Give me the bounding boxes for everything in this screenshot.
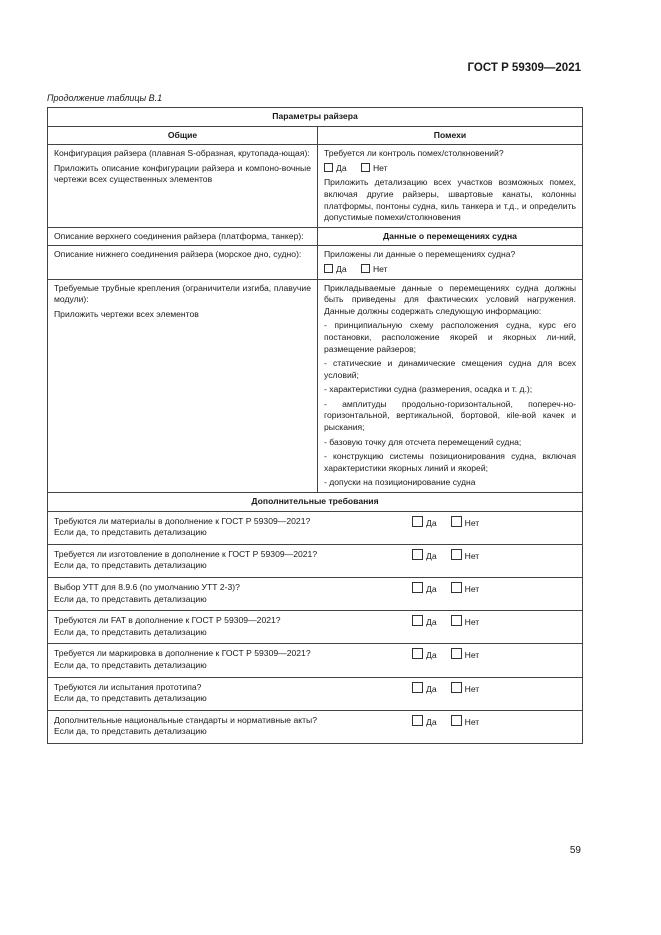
- table-row: [48, 246, 583, 279]
- detail-text: Если да, то представить детализацию: [54, 693, 207, 704]
- yes-no-options: [412, 648, 479, 662]
- yes-label: Да: [336, 162, 347, 173]
- table-row: [48, 544, 583, 577]
- yes-checkbox[interactable]: [412, 682, 423, 693]
- yes-checkbox[interactable]: [324, 264, 333, 273]
- table-row: [48, 227, 583, 246]
- list-item: - принципиальную схему расположения судна, курс его постановки, расположение якорей и якорных ли-ний, размещение райзеров;: [324, 320, 577, 354]
- left-cell: [48, 227, 318, 246]
- additional-row: [48, 677, 583, 710]
- yes-checkbox[interactable]: [412, 615, 423, 626]
- yes-no-options: [324, 163, 576, 175]
- question-text: Дополнительные национальные стандарты и нормативные акты?: [54, 714, 318, 725]
- additional-row: [48, 611, 583, 644]
- additional-row: [48, 578, 583, 611]
- question-text: Требуется ли изготовление в дополнение к ГОСТ Р 59309—2021?: [54, 548, 318, 559]
- right-cell: [318, 279, 583, 493]
- cell-text: Описание нижнего соединения райзера (морское дно, судно):: [54, 249, 302, 260]
- table-caption: Продолжение таблицы В.1: [47, 93, 163, 103]
- table-row: [48, 644, 583, 677]
- right-cell: [318, 246, 583, 279]
- cell-text: Конфигурация райзера (плавная S-образная, крутопада-ющая):: [54, 148, 310, 159]
- table-row: [48, 145, 583, 228]
- additional-row: [48, 544, 583, 577]
- column-header-row: [48, 126, 583, 145]
- page-number: 59: [569, 845, 581, 856]
- list-item: - статические и динамические смещения судна для всех условий;: [324, 358, 577, 380]
- riser-parameters-table: [47, 107, 583, 744]
- detail-text: Если да, то представить детализацию: [54, 659, 207, 670]
- yes-label: Да: [426, 550, 437, 561]
- yes-checkbox[interactable]: [412, 549, 423, 560]
- additional-title-row: [48, 493, 583, 512]
- intro-text: Прикладываемые данные о перемещениях судна должны быть приведены для фактических условий нагружения. Данные должны содержать следующую информацию:: [324, 282, 577, 316]
- question-text: Требуются ли испытания прототипа?: [54, 681, 202, 692]
- question-text: Выбор УТТ для 8.9.6 (по умолчанию УТТ 2-3)?: [54, 582, 240, 592]
- yes-checkbox[interactable]: [412, 648, 423, 659]
- left-cell: [48, 145, 318, 228]
- yes-label: Да: [426, 650, 437, 661]
- yes-label: Да: [426, 584, 437, 594]
- question-text: Требуются ли FAT в дополнение к ГОСТ Р 59309—2021?: [54, 615, 281, 626]
- no-checkbox[interactable]: [451, 549, 462, 560]
- yes-checkbox[interactable]: [412, 715, 423, 726]
- col-header-general: Общие: [48, 126, 318, 145]
- table-row: [48, 677, 583, 710]
- table-title: Параметры райзера: [48, 108, 583, 127]
- yes-no-options: [412, 682, 479, 696]
- no-checkbox[interactable]: [451, 615, 462, 626]
- additional-row: [48, 644, 583, 677]
- list-item: - характеристики судна (размерения, осадка и т. д.);: [324, 384, 533, 395]
- no-label: Нет: [464, 716, 480, 727]
- list-item: - конструкцию системы позиционирования судна, включая характеристики якорных линий и якорей;: [324, 451, 577, 473]
- additional-row: [48, 511, 583, 544]
- question-text: Требуются ли материалы в дополнение к ГОСТ Р 59309—2021?: [54, 515, 311, 526]
- cell-text: Требуемые трубные крепления (ограничители изгиба, плавучие модули):: [54, 282, 311, 305]
- cell-text: Приложить описание конфигурации райзера и компоно-вочные чертежи всех существенных элементов: [54, 162, 311, 185]
- no-label: Нет: [464, 683, 480, 694]
- yes-no-options: [412, 516, 479, 530]
- document-standard-header: ГОСТ Р 59309—2021: [467, 62, 581, 74]
- no-label: Нет: [464, 550, 480, 561]
- question-text: Приложены ли данные о перемещениях судна?: [324, 249, 516, 260]
- yes-no-options: [324, 264, 576, 276]
- yes-label: Да: [426, 716, 437, 727]
- detail-text: Если да, то представить детализацию: [54, 626, 207, 637]
- yes-checkbox[interactable]: [324, 163, 333, 172]
- no-checkbox[interactable]: [361, 264, 370, 273]
- table-row: [48, 611, 583, 644]
- additional-requirements-title: Дополнительные требования: [48, 493, 583, 512]
- cell-text: Приложить чертежи всех элементов: [54, 308, 199, 319]
- note-text: Приложить детализацию всех участков возможных помех, включая другие райзеры, швартовые канаты, колонны платформы, понтоны судна, киль танкера и т.д., и определить допустимые помехи/столкновения: [324, 177, 577, 223]
- yes-label: Да: [426, 617, 437, 628]
- no-checkbox[interactable]: [451, 648, 462, 659]
- yes-no-options: [412, 615, 479, 629]
- no-checkbox[interactable]: [451, 715, 462, 726]
- left-cell: [48, 279, 318, 493]
- vessel-motion-heading: Данные о перемещениях судна: [318, 227, 583, 246]
- table-title-row: [48, 108, 583, 127]
- list-item: - допуски на позиционирование судна: [324, 477, 476, 488]
- detail-text: Если да, то представить детализацию: [54, 527, 207, 538]
- additional-row: [48, 710, 583, 743]
- table-row: [48, 578, 583, 611]
- yes-checkbox[interactable]: [412, 582, 423, 593]
- no-checkbox[interactable]: [361, 163, 370, 172]
- right-cell: [318, 145, 583, 228]
- yes-no-options: [412, 549, 479, 563]
- no-label: Нет: [372, 263, 388, 274]
- cell-text: Описание верхнего соединения райзера (платформа, танкер):: [54, 230, 304, 241]
- question-text: Требуется ли контроль помех/столкновений?: [324, 148, 504, 159]
- question-text: Требуется ли маркировка в дополнение к ГОСТ Р 59309—2021?: [54, 648, 311, 659]
- yes-checkbox[interactable]: [412, 516, 423, 527]
- list-item: - амплитуды продольно-горизонтальной, попереч-но-горизонтальной, вертикальной, бортовой, кile-вой качек и рыскания;: [324, 398, 577, 433]
- no-checkbox[interactable]: [451, 582, 462, 593]
- table-row: [48, 511, 583, 544]
- table-row: [48, 710, 583, 743]
- yes-no-options: [412, 715, 479, 729]
- left-cell: [48, 246, 318, 279]
- table-row: [48, 279, 583, 493]
- no-label: Нет: [464, 517, 480, 528]
- no-checkbox[interactable]: [451, 516, 462, 527]
- yes-no-options: [412, 582, 479, 596]
- no-label: Нет: [464, 584, 480, 594]
- no-checkbox[interactable]: [451, 682, 462, 693]
- no-label: Нет: [464, 650, 480, 661]
- detail-text: Если да, то представить детализацию: [54, 726, 207, 737]
- detail-text: Если да, то представить детализацию: [54, 560, 207, 571]
- yes-label: Да: [426, 517, 437, 528]
- no-label: Нет: [464, 617, 480, 628]
- detail-text: Если да, то представить детализацию: [54, 593, 207, 604]
- no-label: Нет: [372, 162, 388, 173]
- col-header-interference: Помехи: [318, 126, 583, 145]
- list-item: - базовую точку для отсчета перемещений судна;: [324, 436, 522, 447]
- yes-label: Да: [426, 683, 437, 694]
- yes-label: Да: [336, 263, 347, 274]
